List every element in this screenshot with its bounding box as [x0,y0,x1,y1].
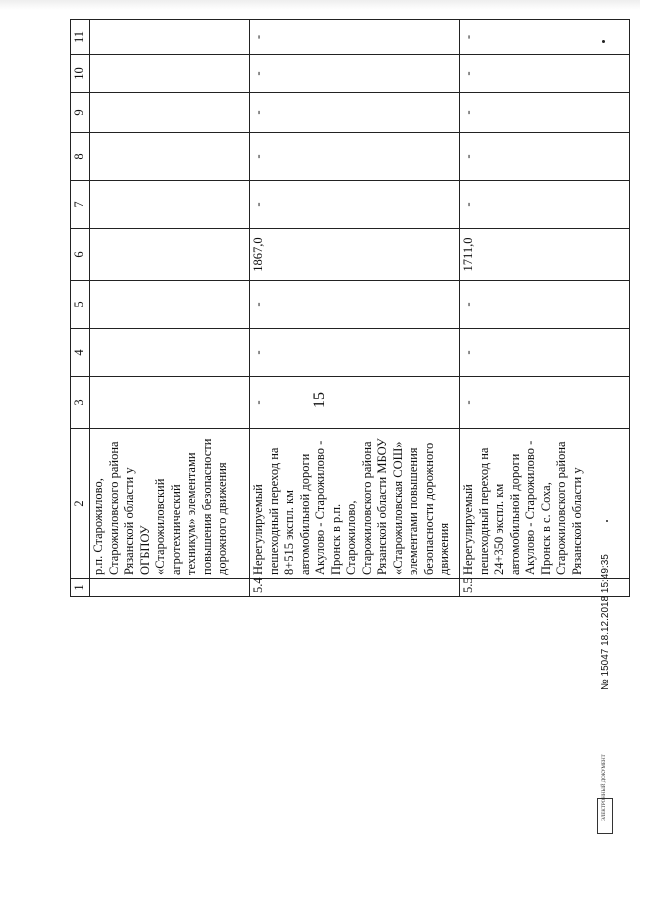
col-header: 6 [71,229,90,281]
value-cell [90,133,250,181]
table-row [460,20,630,597]
registration-footer: № 15047 18.12.2018 15:49:35 [600,554,611,690]
col-header: 7 [71,181,90,229]
value-cell: - [250,329,460,377]
value-cell [90,281,250,329]
col-header: 1 [71,579,90,597]
value-cell [90,55,250,93]
value-cell: - [460,329,630,377]
value-cell: - [460,377,630,429]
value-cell [90,329,250,377]
row-description: р.п. Старожилово, Старожиловского района Рязанской области у ОГБПОУ «Старожиловский агротехнический техникум» элементами повышения безопасности дорожного движения [90,429,250,579]
value-cell [90,20,250,55]
value-cell [90,229,250,281]
col-header: 5 [71,281,90,329]
col-header: 11 [71,20,90,55]
data-table [70,19,630,597]
value-cell: - [250,93,460,133]
value-cell [90,93,250,133]
value-cell: - [250,281,460,329]
col-header: 3 [71,377,90,429]
value-cell: - [460,55,630,93]
row-number: 5.4 [250,579,460,597]
value-cell: - [250,181,460,229]
row-number: 5.5 [460,579,630,597]
value-cell: 1867,0 [250,229,460,281]
value-cell [90,181,250,229]
scan-speck [606,520,608,522]
value-cell: - [250,20,460,55]
page-number: 15 [311,392,328,408]
scan-speck [602,40,605,43]
value-cell: - [250,133,460,181]
table-row [90,20,250,597]
row-number [90,579,250,597]
col-header: 4 [71,329,90,377]
scan-edge [0,0,640,10]
value-cell: - [460,20,630,55]
col-header: 8 [71,133,90,181]
header-row [71,20,90,597]
electronic-document-stamp: ЭЛЕКТРОННЫЙ ДОКУМЕНТ [597,798,613,834]
value-cell [90,377,250,429]
row-description: Нерегулируемый пешеходный переход на 8+515 экспл. км автомобильной дороги Акулово - Старожилово - Пронск в р.п. Старожилово, Старожиловского района Рязанской области МБОУ «Старожиловская СОШ» элементами повышения безопасности дорожного движения [250,429,460,579]
value-cell: - [250,55,460,93]
value-cell: - [460,181,630,229]
value-cell: 1711,0 [460,229,630,281]
value-cell: - [460,93,630,133]
table-row [250,20,460,597]
value-cell: - [460,133,630,181]
col-header: 2 [71,429,90,579]
value-cell: - [250,377,460,429]
rotated-table-container [70,20,650,597]
col-header: 10 [71,55,90,93]
value-cell: - [460,281,630,329]
col-header: 9 [71,93,90,133]
row-description: Нерегулируемый пешеходный переход на 24+350 экспл. км автомобильной дороги Акулово - Старожилово - Пронск в с. Соха, Старожиловского района Рязанской области у [460,429,630,579]
